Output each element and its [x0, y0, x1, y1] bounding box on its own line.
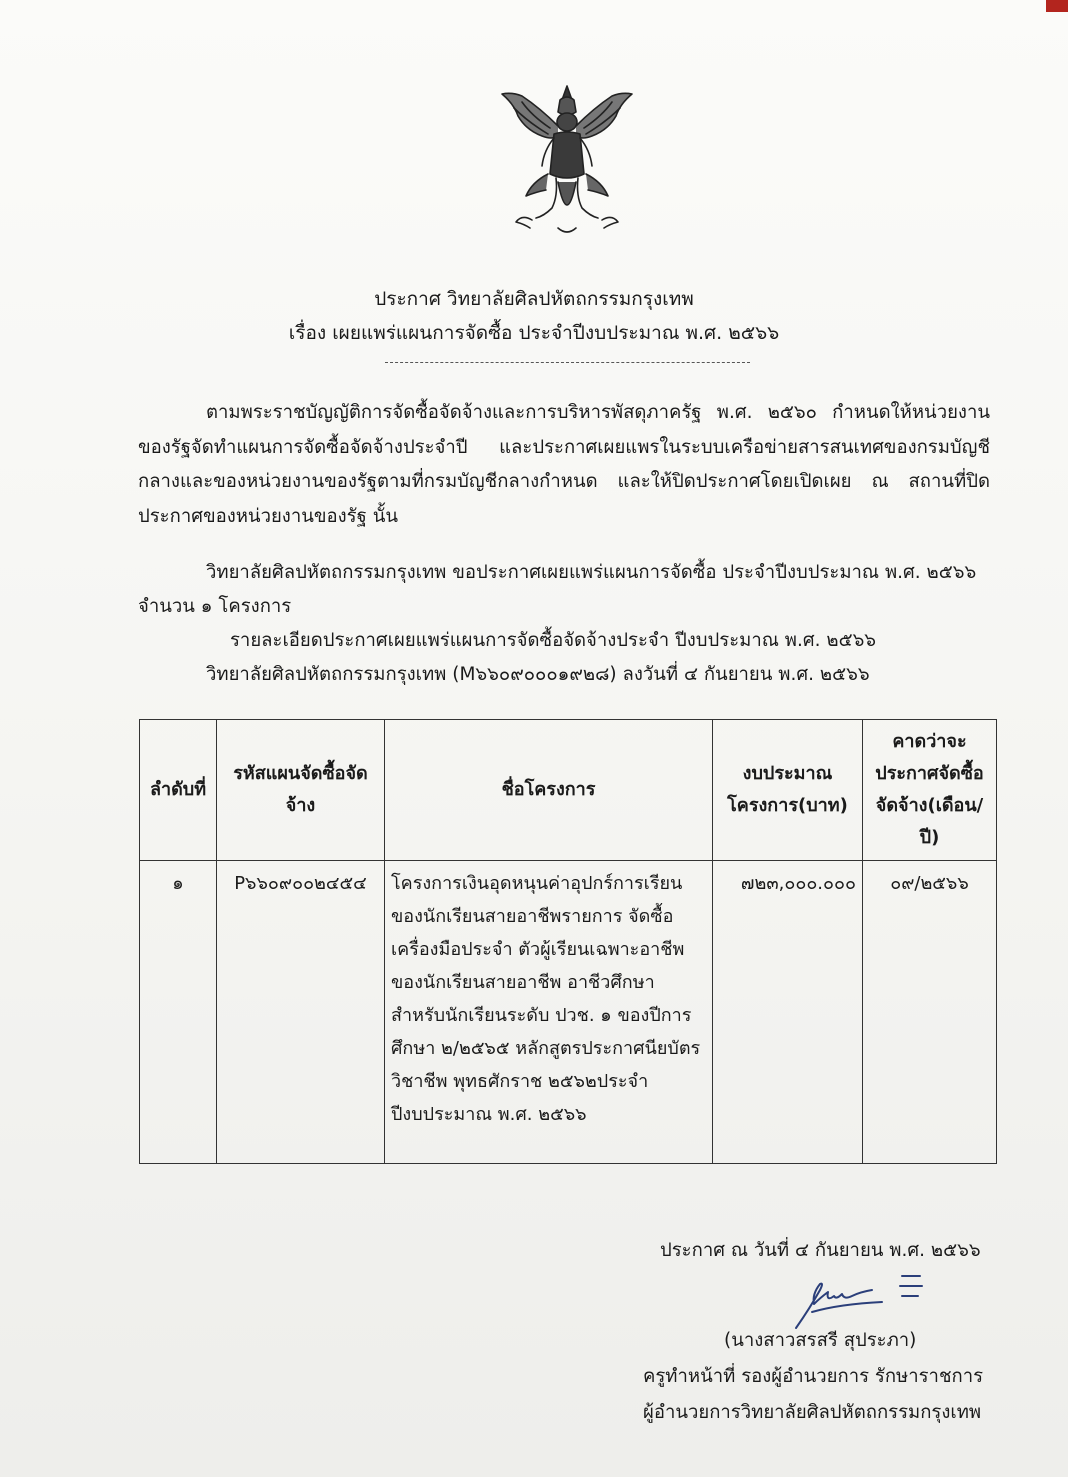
signer-position-line2: ผู้อำนวยการวิทยาลัยศิลปหัตถกรรมกรุงเทพ — [643, 1402, 982, 1423]
procurement-plan-table — [139, 719, 997, 1164]
cell-expected-date: ๐๙/๒๕๖๖ — [863, 861, 997, 1164]
header-no: ลำดับที่ — [140, 720, 217, 861]
announcement-paragraph-line1: วิทยาลัยศิลปหัตถกรรมกรุงเทพ ขอประกาศเผยแพร่แผนการจัดซื้อ ประจำปีงบประมาณ พ.ศ. ๒๕๖๖ — [206, 562, 977, 583]
red-corner-mark — [1046, 0, 1068, 12]
detail-line2: วิทยาลัยศิลปหัตถกรรมกรุงเทพ (M๖๖๐๙๐๐๐๑๙๒๘) ลงวันที่ ๔ กันยายน พ.ศ. ๒๕๖๖ — [206, 664, 870, 685]
cell-no: ๑ — [140, 861, 217, 1164]
announcement-paragraph-line2: จำนวน ๑ โครงการ — [138, 596, 292, 617]
table-header-row — [140, 720, 997, 861]
header-expected-date: คาดว่าจะประกาศจัดซื้อจัดจ้าง(เดือน/ปี) — [863, 720, 997, 861]
announce-date: ประกาศ ณ วันที่ ๔ กันยายน พ.ศ. ๒๕๖๖ — [660, 1240, 981, 1261]
table-row — [140, 861, 997, 1164]
header-plan-code: รหัสแผนจัดซื้อจัดจ้าง — [217, 720, 385, 861]
cell-plan-code: P๖๖๐๙๐๐๒๔๕๔ — [217, 861, 385, 1164]
header-divider — [385, 362, 750, 363]
header-project-name: ชื่อโครงการ — [385, 720, 713, 861]
garuda-emblem-icon — [492, 78, 642, 238]
detail-line1: รายละเอียดประกาศเผยแพร่แผนการจัดซื้อจัดจ้างประจำ ปีงบประมาณ พ.ศ. ๒๕๖๖ — [230, 630, 877, 651]
header-budget: งบประมาณโครงการ(บาท) — [713, 720, 863, 861]
announcement-title: ประกาศ วิทยาลัยศิลปหัตถกรรมกรุงเทพ — [374, 288, 694, 310]
announcement-subject: เรื่อง เผยแพร่แผนการจัดซื้อ ประจำปีงบประมาณ พ.ศ. ๒๕๖๖ — [288, 322, 780, 344]
cell-budget: ๗๒๓,๐๐๐.๐๐๐ — [713, 861, 863, 1164]
signer-position-line1: ครูทำหน้าที่ รองผู้อำนวยการ รักษาราชการ — [643, 1366, 984, 1387]
signer-name: (นางสาวสรสรี สุประภา) — [724, 1330, 917, 1351]
cell-project-name: โครงการเงินอุดหนุนค่าอุปกร์การเรียนของนักเรียนสายอาชีพรายการ จัดซื้อเครื่องมือประจำ ตัวผู้เรียนเฉพาะอาชีพของนักเรียนสายอาชีพ อาชีวศึกษาสำหรับนักเรียนระดับ ปวช. ๑ ของปีการศึกษา ๒/๒๕๖๕ หลักสูตรประกาศนียบัตรวิชาชีพ พุทธศักราช ๒๕๖๒ประจำปีงบประมาณ พ.ศ. ๒๕๖๖ — [385, 861, 713, 1164]
intro-paragraph: ตามพระราชบัญญัติการจัดซื้อจัดจ้างและการบริหารพัสดุภาครัฐ พ.ศ. ๒๕๖๐ กำหนดให้หน่วยงานของรัฐจัดทำแผนการจัดซื้อจัดจ้างประจำปี และประกาศเผยแพรในระบบเครือข่ายสารสนเทศของกรมบัญชีกลางและของหน่วยงานของรัฐตามที่กรมบัญชีกลางกำหนด และให้ปิดประกาศโดยเปิดเผย ณ สถานที่ปิดประกาศของหน่วยงานของรัฐ นั้น — [138, 402, 990, 527]
